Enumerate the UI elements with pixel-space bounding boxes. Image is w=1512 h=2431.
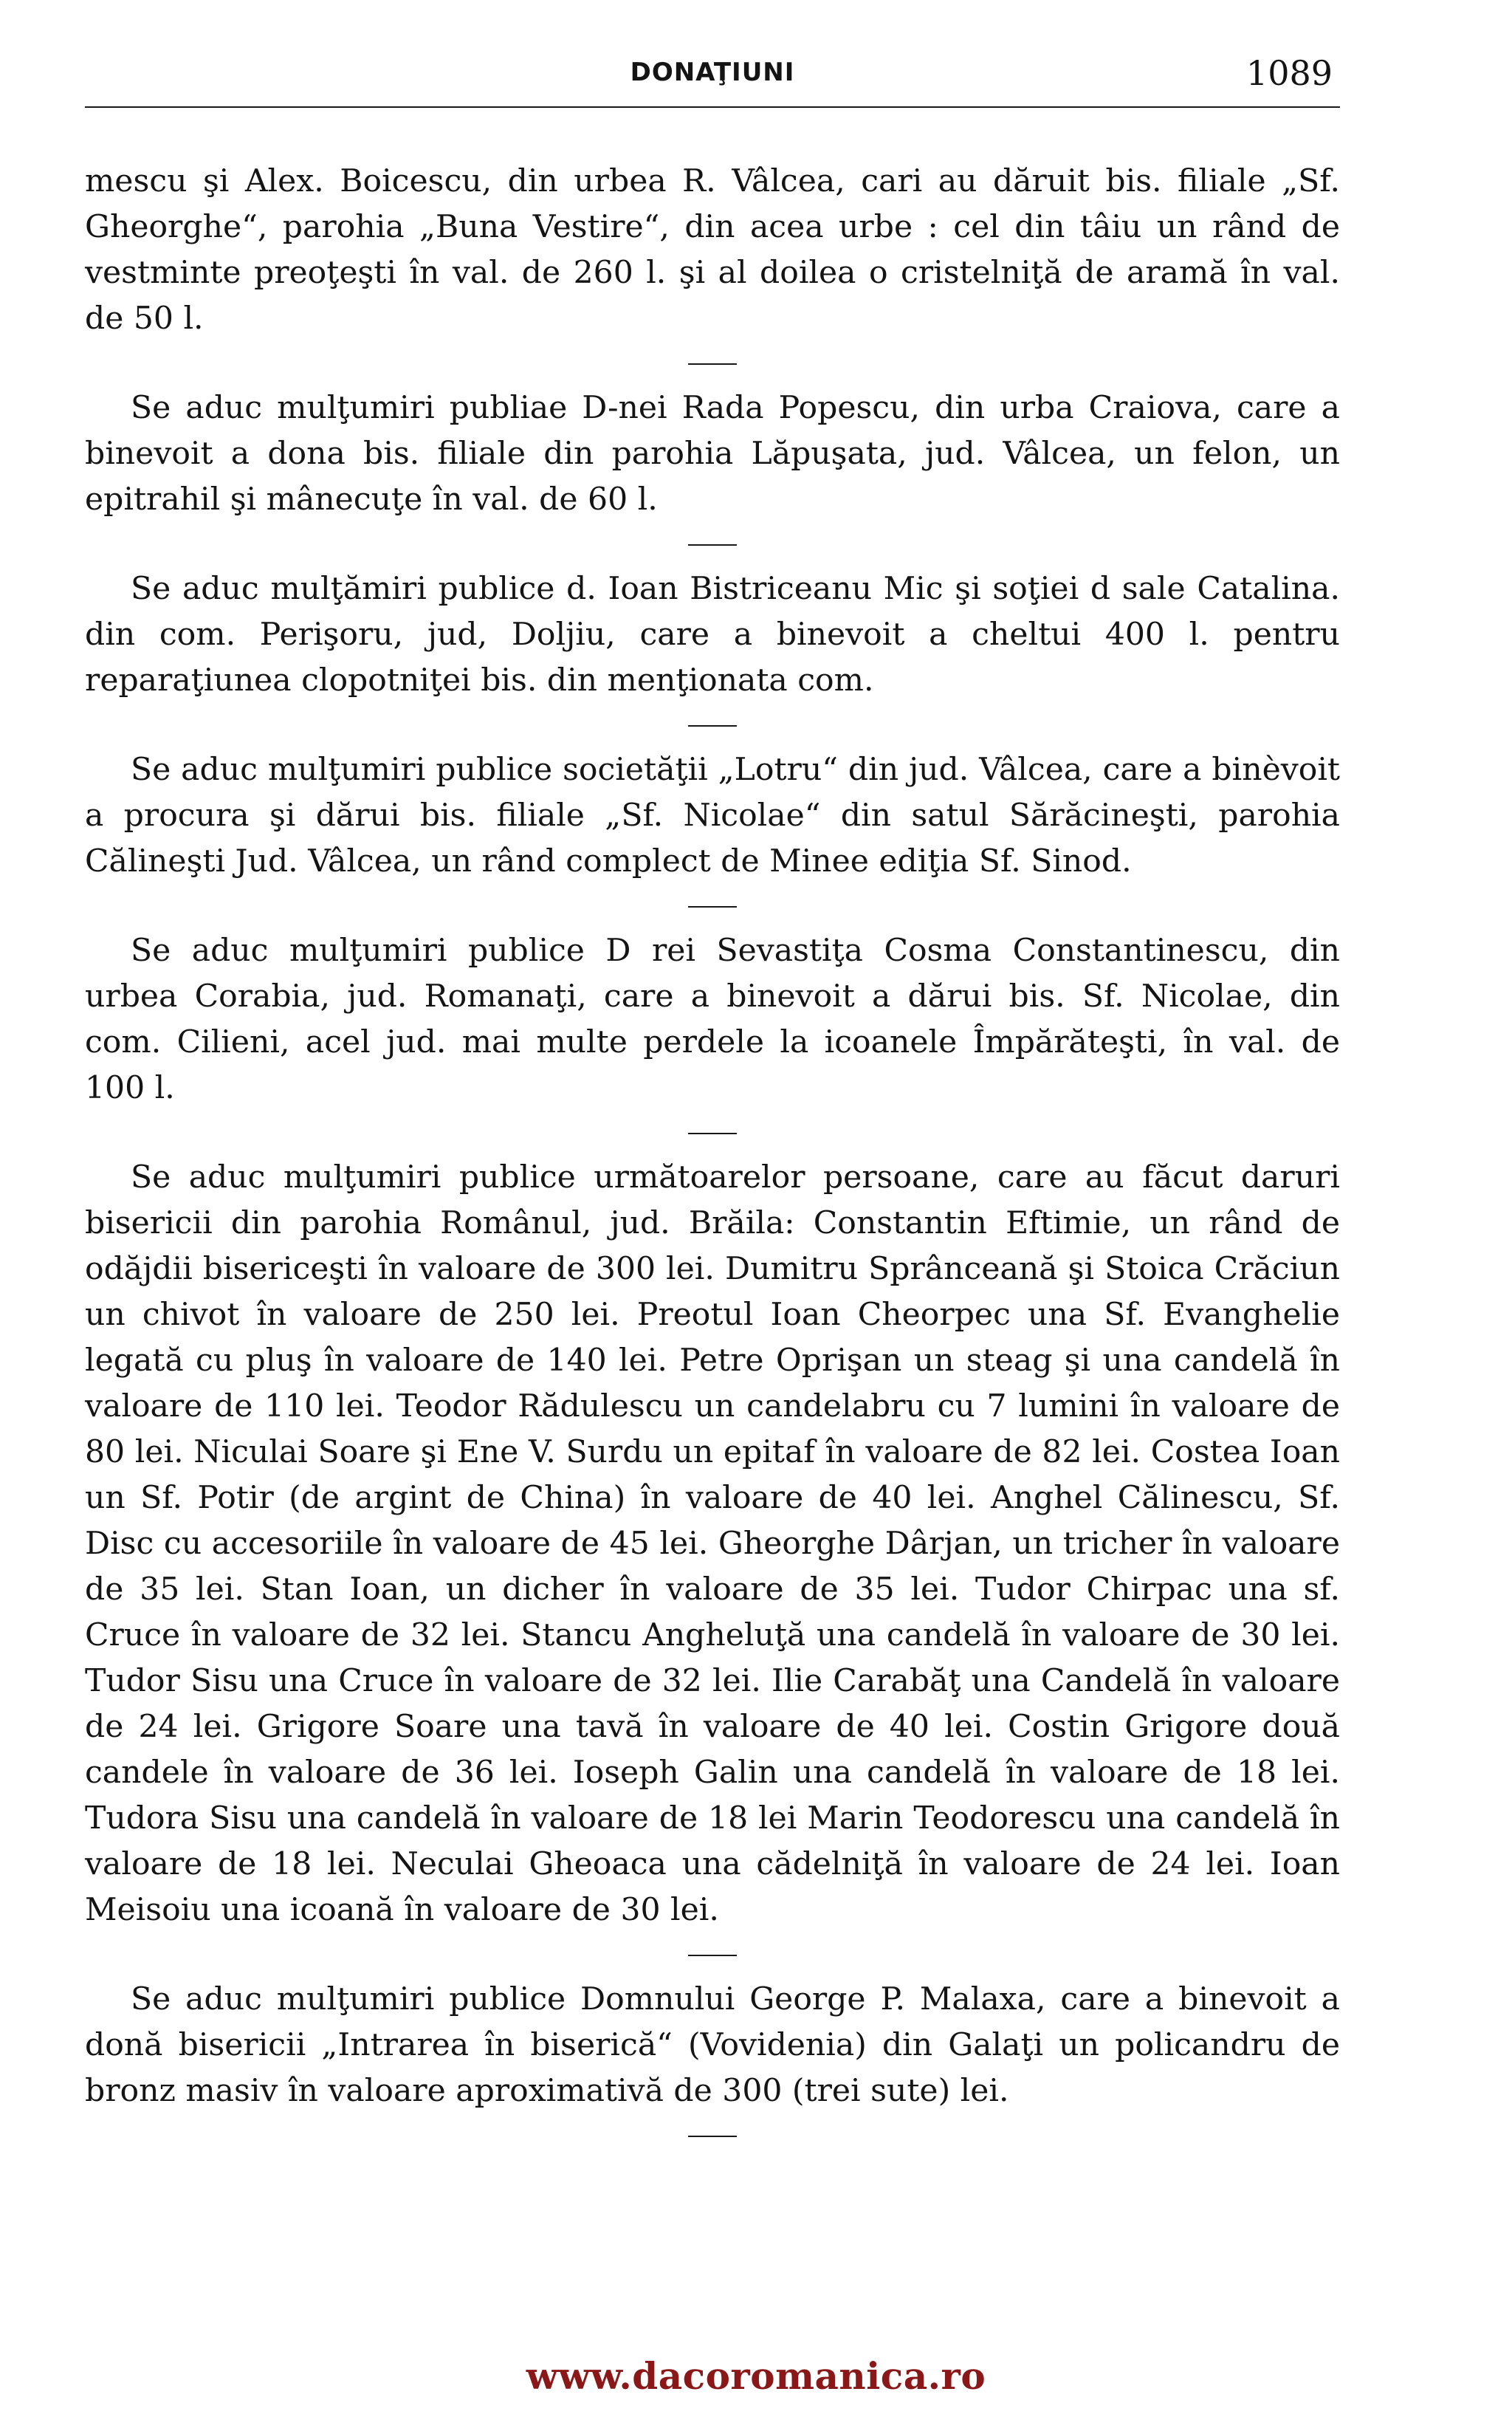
section-separator	[85, 704, 1340, 747]
source-watermark: www.dacoromanica.ro	[526, 2354, 986, 2398]
paragraph-lotru-society: Se aduc mulţumiri publice societăţii „Lotru“ din jud. Vâlcea, care a binèvoit a procura şi dărui bis. filiale „Sf. Nicolae“ din satul Sărăcineşti, parohia Călineşti Jud. Vâlcea, un rând complect de Minee ediţia Sf. Sinod.	[85, 752, 1340, 880]
section-separator	[85, 885, 1340, 928]
section-separator	[85, 1933, 1340, 1977]
section-separator	[85, 523, 1340, 566]
paragraph-malaxa: Se aduc mulţumiri publice Domnului George P. Malaxa, care a binevoit a donă bisericii „Intrarea în biserică“ (Vovidenia) din Galaţi un policandru de bronz masiv în valoare aproximativă de 300 (trei sute) lei.	[85, 1981, 1340, 2109]
page-header	[85, 53, 1340, 109]
section-separator	[85, 342, 1340, 385]
header-rule	[85, 106, 1340, 108]
body-text	[85, 159, 1340, 2158]
paragraph-constantinescu: Se aduc mulţumiri publice D rei Sevastiţa Cosma Constantinescu, din urbea Corabia, jud. Romanaţi, care a binevoit a dărui bis. Sf. Nicolae, din com. Cilieni, acel jud. mai multe perdele la icoanele Împărăteşti, în val. de 100 l.	[85, 933, 1340, 1106]
section-separator	[85, 1111, 1340, 1155]
paragraph-boicescu-donation: mescu şi Alex. Boicescu, din urbea R. Vâlcea, cari au dăruit bis. filiale „Sf. Gheorghe“, parohia „Buna Vestire“, din acea urbe : cel din tâiu un rând de vestminte preoţeşti în val. de 260 l. şi al doilea o cristelniţă de aramă în val. de 50 l.	[85, 163, 1340, 337]
paragraph-bistriceanu: Se aduc mulţămiri publice d. Ioan Bistriceanu Mic şi soţiei d sale Catalina. din com. Perişoru, jud, Doljiu, care a binevoit a cheltui 400 l. pentru reparaţiunea clopotniţei bis. din menţionata com.	[85, 571, 1340, 699]
paragraph-rada-popescu: Se aduc mulţumiri publiae D-nei Rada Popescu, din urba Craiova, care a binevoit a dona bis. filiale din parohia Lăpuşata, jud. Vâlcea, un felon, un epitrahil şi mânecuţe în val. de 60 l.	[85, 390, 1340, 518]
running-title: DONAŢIUNI	[630, 58, 795, 87]
page-footer	[0, 2354, 1512, 2398]
paragraph-romanul-donors: Se aduc mulţumiri publice următoarelor persoane, care au făcut daruri bisericii din parohia Românul, jud. Brăila: Constantin Eftimie, un rând de odăjdii bisericeşti în valoare de 300 lei. Dumitru Sprânceană şi Stoica Crăciun un chivot în valoare de 250 lei. Preotul Ioan Cheorpec una Sf. Evanghelie legată cu pluş în valoare de 140 lei. Petre Oprişan un steag şi una candelă în valoare de 110 lei. Teodor Rădulescu un candelabru cu 7 lumini în valoare de 80 lei. Niculai Soare şi Ene V. Surdu un epitaf în valoare de 82 lei. Costea Ioan un Sf. Potir (de argint de China) în valoare de 40 lei. Anghel Călinescu, Sf. Disc cu accesoriile în valoare de 45 lei. Gheorghe Dârjan, un tricher în valoare de 35 lei. Stan Ioan, un dicher în valoare de 35 lei. Tudor Chirpac una sf. Cruce în valoare de 32 lei. Stancu Angheluţă una candelă în valoare de 30 lei. Tudor Sisu una Cruce în valoare de 32 lei. Ilie Carabăţ una Candelă în valoare de 24 lei. Grigore Soare una tavă în valoare de 40 lei. Costin Grigore două candele în valoare de 36 lei. Ioseph Galin una candelă în valoare de 18 lei. Tudora Sisu una candelă în valoare de 18 lei Marin Teodorescu una candelă în valoare de 18 lei. Neculai Gheoaca una cădelniţă în valoare de 24 lei. Ioan Meisoiu una icoană în valoare de 30 lei.	[85, 1159, 1340, 1928]
page-number: 1089	[1245, 53, 1333, 93]
section-separator	[85, 2114, 1340, 2158]
